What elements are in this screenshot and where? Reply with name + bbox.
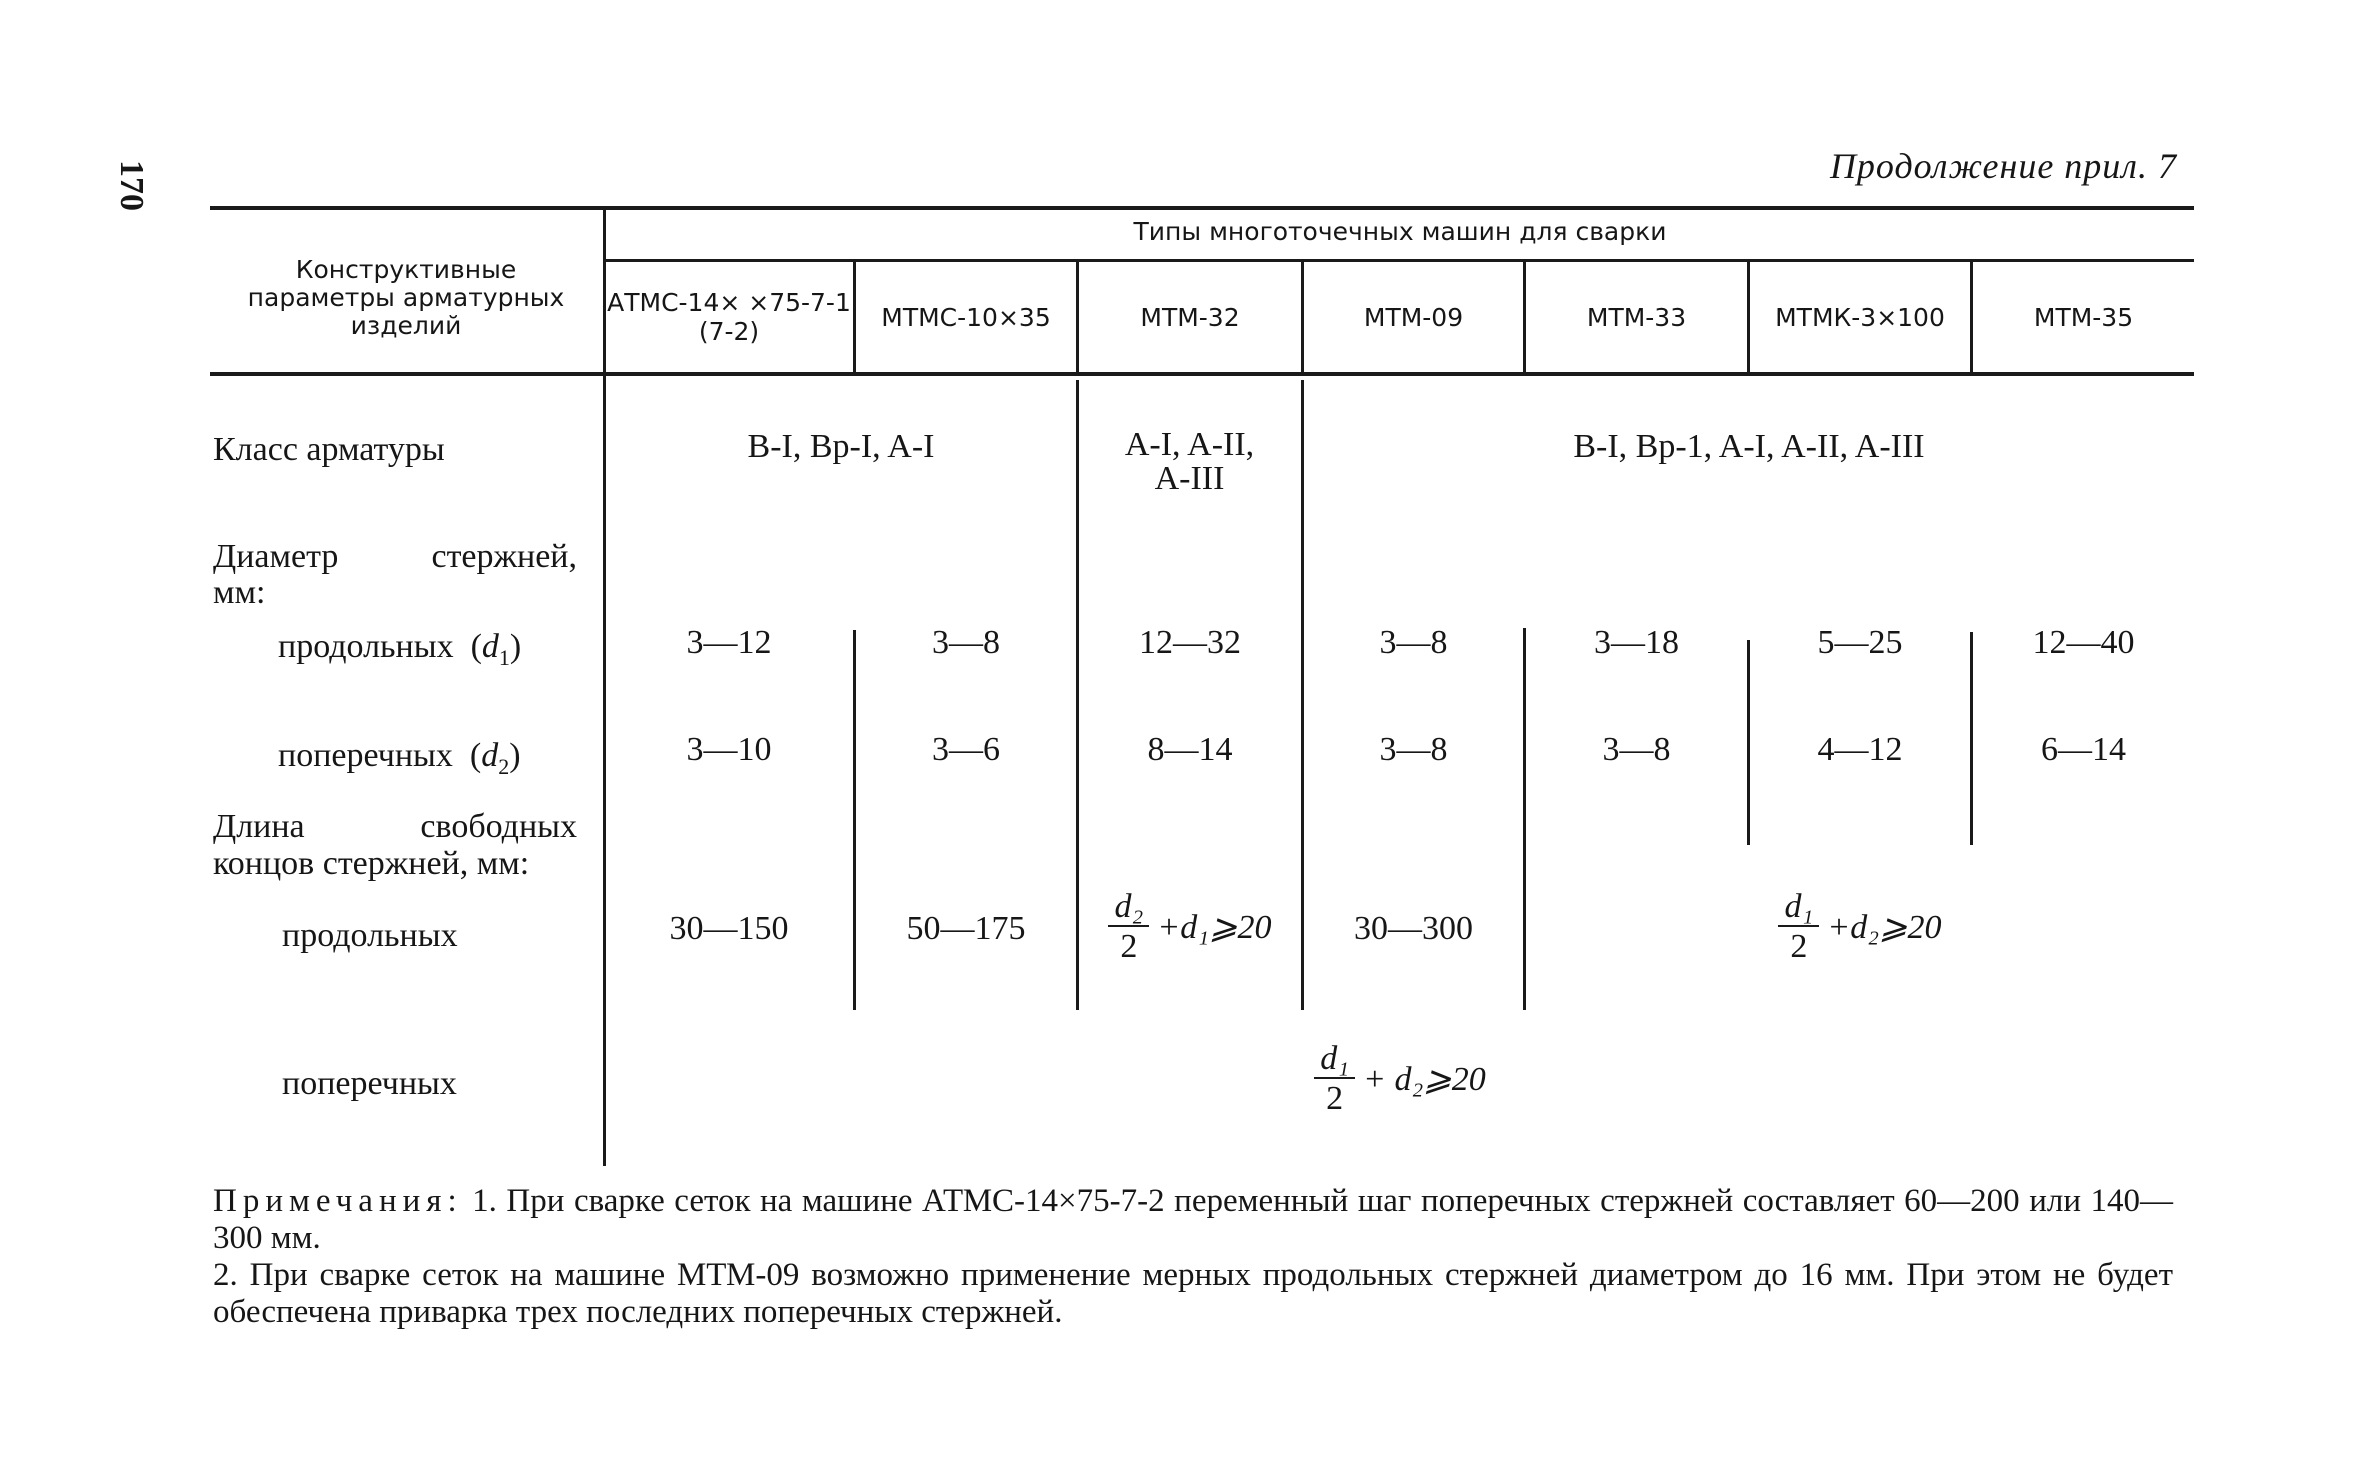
free-end-value: 30—300	[1354, 910, 1473, 947]
diameter-value: 3—8	[932, 624, 1000, 661]
free-ends-label-word: Длина	[213, 808, 305, 845]
formula-rest: +d₁⩾20	[1157, 909, 1272, 947]
diameter-label	[213, 538, 577, 576]
free-ends-transverse-label: поперечных	[282, 1065, 457, 1102]
page-number: 170	[113, 160, 150, 211]
diameter-transverse-label: поперечных $(d_2)$	[278, 737, 521, 779]
subscript: 2	[498, 753, 510, 779]
diameter-value: 5—25	[1817, 624, 1903, 661]
free-end-formula	[1079, 888, 1301, 966]
note-2	[213, 1257, 2173, 1331]
formula-denominator: 2	[1120, 928, 1138, 966]
diameter-value: 12—32	[1139, 624, 1241, 661]
note-1-text: 1. При сварке сеток на машине АТМС-14×75-7-2 переменный шаг поперечных стержней составляет 60—200 или 140—300 мм.	[213, 1183, 2174, 1256]
free-ends-longitudinal-label: продольных	[282, 917, 458, 954]
group-header-rule	[604, 259, 2194, 262]
class-value: B-I, Bp-1, A-I, A-II, A-III	[1573, 428, 1925, 465]
machine-header: МТМ-35	[2033, 302, 2134, 332]
diameter-label-word: Диаметр	[213, 538, 339, 575]
class-value: A-I, A-II, A-III	[1124, 426, 1255, 497]
diameter-label-unit: мм:	[213, 574, 266, 611]
machine-header: МТМК-3×100	[1775, 302, 1945, 332]
diameter-value: 3—6	[932, 731, 1000, 768]
subscript: 1	[498, 644, 510, 670]
group-header: Типы многоточечных машин для сварки	[1133, 217, 1667, 246]
diameter-longitudinal-label: продольных $(d_1)$	[278, 628, 522, 670]
note-1	[213, 1183, 2173, 1257]
formula-numerator: d₂	[1108, 888, 1149, 927]
class-label: Класс арматуры	[213, 431, 445, 468]
continuation-title: Продолжение прил. 7	[1829, 146, 2177, 186]
row-label-text: продольных	[278, 628, 454, 665]
table-top-rule	[210, 206, 2194, 210]
free-ends-label	[213, 808, 577, 846]
diameter-value: 3—18	[1594, 624, 1679, 661]
diameter-value: 3—10	[686, 731, 772, 768]
diameter-value: 12—40	[2032, 624, 2135, 661]
header-bottom-rule	[210, 372, 2194, 376]
diameter-label-word: стержней,	[431, 538, 577, 575]
formula-rest: + d₂⩾20	[1363, 1061, 1486, 1099]
diameter-value: 3—8	[1379, 624, 1448, 661]
machine-header: МТМ-09	[1363, 302, 1464, 332]
notes	[213, 1183, 2173, 1331]
free-end-value: 50—175	[906, 910, 1026, 947]
machine-header: МТМС-10×35	[881, 302, 1051, 332]
machine-header: МТМ-32	[1140, 302, 1240, 332]
diameter-value: 6—14	[2041, 731, 2126, 768]
formula-rest: +d₂⩾20	[1827, 909, 1942, 947]
diameter-value: 8—14	[1147, 731, 1233, 768]
diameter-value: 3—12	[686, 624, 772, 661]
free-end-value: 30—150	[669, 910, 789, 947]
symbol: d	[481, 737, 499, 774]
free-end-formula	[1526, 888, 2194, 966]
symbol: d	[481, 628, 499, 665]
free-ends-label-word: свободных	[420, 808, 577, 845]
formula-denominator: 2	[1326, 1080, 1344, 1118]
param-header: Конструктивные параметры арматурных изделий	[247, 255, 565, 340]
diameter-value: 3—8	[1602, 731, 1671, 768]
diameter-value: 4—12	[1817, 731, 1903, 768]
row-label-text: поперечных	[278, 737, 453, 774]
free-ends-label-line2: концов стержней, мм:	[213, 845, 530, 882]
machine-header: АТМС-14× ×75-7-1 (7-2)	[607, 288, 851, 346]
diameter-value: 3—8	[1379, 731, 1448, 768]
machine-header: МТМ-33	[1586, 302, 1687, 332]
formula-numerator: d₁	[1314, 1040, 1355, 1079]
free-end-formula	[606, 1040, 2194, 1118]
formula-denominator: 2	[1790, 928, 1808, 966]
note-2-text: 2. При сварке сеток на машине МТМ-09 возможно применение мерных продольных стержней диаметром до 16 мм. При этом не будет обеспечена приварка трех последних поперечных стержней.	[213, 1256, 2173, 1330]
notes-heading: Примечания:	[213, 1183, 463, 1219]
class-value: B-I, Bp-I, A-I	[747, 428, 935, 465]
formula-numerator: d₁	[1778, 888, 1819, 927]
body-divider	[853, 630, 856, 1010]
